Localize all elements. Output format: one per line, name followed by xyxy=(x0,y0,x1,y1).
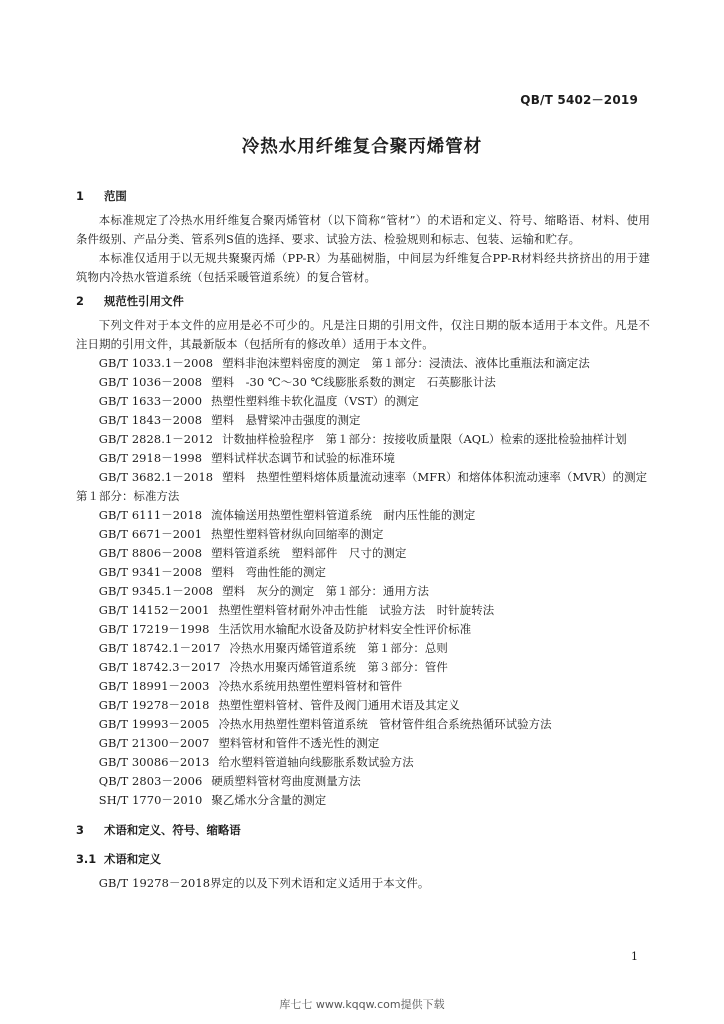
reference-item: GB/T 2828.1－2012 计数抽样检验程序 第１部分：按接收质量限（AQL）检索的逐批检验抽样计划 xyxy=(98,432,627,446)
scope-paragraph: 本标准规定了冷热水用纤维复合聚丙烯管材（以下简称“管材”）的术语和定义、符号、缩略语、材料、使用条件级别、产品分类、管系列S值的选择、要求、试验方法、检验规则和标志、包装、运输和贮存。 xyxy=(76,213,650,246)
section-3-1-heading xyxy=(76,850,650,869)
section-number: 2 xyxy=(76,294,84,308)
reference-item: SH/T 1770－2010 聚乙烯水分含量的测定 xyxy=(98,793,327,807)
section-2-heading xyxy=(76,292,650,311)
download-watermark: 库七七 www.kqqw.com提供下载 xyxy=(279,998,445,1011)
document-body xyxy=(76,184,659,893)
scope-paragraph: 本标准仅适用于以无规共聚聚丙烯（PP-R）为基础树脂，中间层为纤维复合PP-R材料经共挤挤出的用于建筑物内冷热水管道系统（包括采暖管道系统）的复合管材。 xyxy=(76,251,650,284)
section-number: 1 xyxy=(76,189,84,203)
page-number: 1 xyxy=(631,950,638,963)
reference-item: QB/T 2803－2006 硬质塑料管材弯曲度测量方法 xyxy=(98,774,361,788)
terms-paragraph: GB/T 19278－2018界定的以及下列术语和定义适用于本文件。 xyxy=(98,876,430,890)
reference-item: GB/T 17219－1998 生活饮用水输配水设备及防护材料安全性评价标准 xyxy=(98,622,472,636)
section-number: 3.1 xyxy=(76,852,97,866)
reference-item: GB/T 1633－2000 热塑性塑料维卡软化温度（VST）的测定 xyxy=(98,394,419,408)
section-title: 范围 xyxy=(104,189,127,203)
reference-item: GB/T 18742.3－2017 冷热水用聚丙烯管道系统 第３部分：管件 xyxy=(98,660,448,674)
reference-item: GB/T 18742.1－2017 冷热水用聚丙烯管道系统 第１部分：总则 xyxy=(98,641,448,655)
reference-item: GB/T 9345.1－2008 塑料 灰分的测定 第１部分：通用方法 xyxy=(98,584,430,598)
reference-item: GB/T 19278－2018 热塑性塑料管材、管件及阀门通用术语及其定义 xyxy=(98,698,460,712)
reference-item: GB/T 8806－2008 塑料管道系统 塑料部件 尺寸的测定 xyxy=(98,546,407,560)
reference-item: GB/T 1033.1－2008 塑料非泡沫塑料密度的测定 第１部分：浸渍法、液体比重瓶法和滴定法 xyxy=(98,356,590,370)
reference-item: GB/T 9341－2008 塑料 弯曲性能的测定 xyxy=(98,565,327,579)
document-title: 冷热水用纤维复合聚丙烯管材 xyxy=(241,137,483,157)
reference-item: GB/T 21300－2007 塑料管材和管件不透光性的测定 xyxy=(98,736,380,750)
reference-item: GB/T 6671－2001 热塑性塑料管材纵向回缩率的测定 xyxy=(98,527,384,541)
reference-list xyxy=(76,354,659,810)
reference-item: GB/T 19993－2005 冷热水用热塑性塑料管道系统 管材管件组合系统热循环试验方法 xyxy=(98,717,552,731)
references-intro: 下列文件对于本文件的应用是必不可少的。凡是注日期的引用文件，仅注日期的版本适用于本文件。凡是不注日期的引用文件，其最新版本（包括所有的修改单）适用于本文件。 xyxy=(76,318,650,351)
section-number: 3 xyxy=(76,823,84,837)
section-title: 术语和定义、符号、缩略语 xyxy=(104,823,241,837)
reference-item: GB/T 6111－2018 流体输送用热塑性塑料管道系统 耐内压性能的测定 xyxy=(98,508,476,522)
section-1-heading xyxy=(76,187,650,206)
reference-item: GB/T 1843－2008 塑料 悬臂梁冲击强度的测定 xyxy=(98,413,361,427)
document-code: QB/T 5402－2019 xyxy=(520,93,638,107)
reference-item: GB/T 30086－2013 给水塑料管道轴向线膨胀系数试验方法 xyxy=(98,755,414,769)
reference-item: GB/T 14152－2001 热塑性塑料管材耐外冲击性能 试验方法 时针旋转法 xyxy=(98,603,495,617)
section-3-heading xyxy=(76,821,650,840)
reference-item: GB/T 3682.1－2018 塑料 热塑性塑料熔体质量流动速率（MFR）和熔体体积流动速率（MVR）的测定 第１部分：标准方法 xyxy=(76,470,659,503)
section-title: 术语和定义 xyxy=(104,852,161,866)
reference-item: GB/T 18991－2003 冷热水系统用热塑性塑料管材和管件 xyxy=(98,679,403,693)
section-title: 规范性引用文件 xyxy=(104,294,184,308)
reference-item: GB/T 2918－1998 塑料试样状态调节和试验的标准环境 xyxy=(98,451,395,465)
reference-item: GB/T 1036－2008 塑料 -30 ℃～30 ℃线膨胀系数的测定 石英膨胀计法 xyxy=(98,375,496,389)
